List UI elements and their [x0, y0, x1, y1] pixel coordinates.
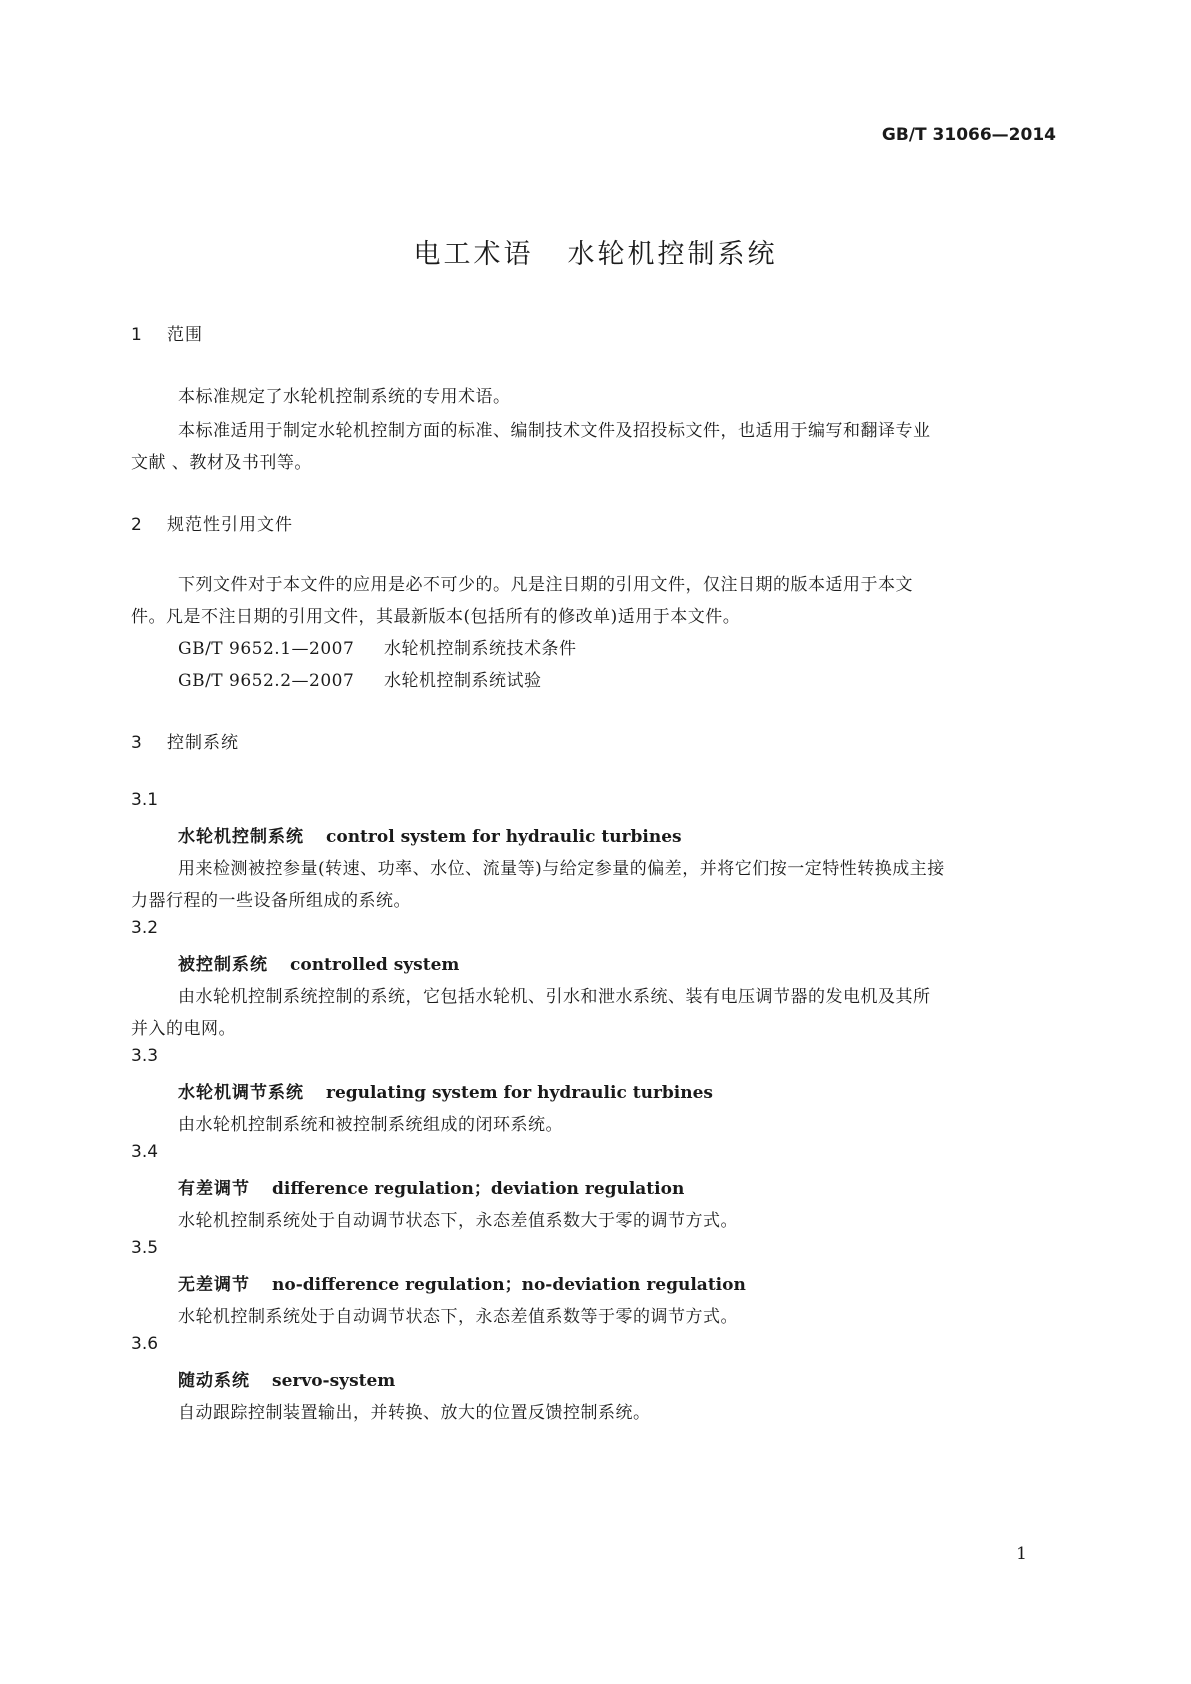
paragraph-continuation: 文献 、教材及书刊等。 [131, 453, 312, 473]
term-entry [178, 1366, 395, 1391]
reference-standard: GB/T 9652.2—2007 [178, 671, 355, 691]
paragraph: 本标准规定了水轮机控制系统的专用术语。 [178, 387, 511, 407]
document-title [0, 232, 1191, 271]
section-heading-normative-references: 2 规范性引用文件 [131, 515, 293, 535]
clause-number: 3.4 [131, 1142, 159, 1162]
definition: 水轮机控制系统处于自动调节状态下，永态差值系数大于零的调节方式。 [178, 1211, 738, 1231]
clause-number: 3.5 [131, 1238, 159, 1258]
clause-number: 3.3 [131, 1046, 159, 1066]
term-en: controlled system [290, 955, 460, 975]
definition: 用来检测被控参量(转速、功率、水位、流量等)与给定参量的偏差，并将它们按一定特性转换成主接 [178, 859, 945, 879]
reference-item [178, 634, 577, 659]
definition: 由水轮机控制系统和被控制系统组成的闭环系统。 [178, 1115, 563, 1135]
title-part-2: 水轮机控制系统 [567, 239, 778, 270]
reference-title: 水轮机控制系统试验 [384, 671, 542, 691]
reference-standard: GB/T 9652.1—2007 [178, 639, 355, 659]
definition: 自动跟踪控制装置输出，并转换、放大的位置反馈控制系统。 [178, 1403, 651, 1423]
term-en: servo-system [272, 1371, 396, 1391]
term-zh: 无差调节 [178, 1275, 250, 1295]
paragraph-continuation: 件。凡是不注日期的引用文件，其最新版本(包括所有的修改单)适用于本文件。 [131, 607, 741, 627]
term-zh: 随动系统 [178, 1371, 250, 1391]
term-zh: 被控制系统 [178, 955, 268, 975]
paragraph: 本标准适用于制定水轮机控制方面的标准、编制技术文件及招投标文件，也适用于编写和翻译专业 [178, 421, 931, 441]
section-heading-control-system: 3 控制系统 [131, 733, 239, 753]
term-en: difference regulation；deviation regulation [272, 1179, 685, 1199]
term-entry [178, 950, 459, 975]
reference-title: 水轮机控制系统技术条件 [384, 639, 577, 659]
section-heading-scope: 1 范围 [131, 325, 203, 345]
term-en: no-difference regulation；no-deviation regulation [272, 1275, 746, 1295]
clause-number: 3.6 [131, 1334, 159, 1354]
term-entry [178, 1078, 713, 1103]
definition: 由水轮机控制系统控制的系统，它包括水轮机、引水和泄水系统、装有电压调节器的发电机及其所 [178, 987, 931, 1007]
term-zh: 水轮机调节系统 [178, 1083, 304, 1103]
term-en: control system for hydraulic turbines [326, 827, 682, 847]
term-en: regulating system for hydraulic turbines [326, 1083, 713, 1103]
standard-code: GB/T 31066—2014 [881, 125, 1056, 145]
clause-number: 3.2 [131, 918, 159, 938]
reference-item [178, 666, 542, 691]
term-entry [178, 1174, 684, 1199]
definition-continuation: 力器行程的一些设备所组成的系统。 [131, 891, 411, 911]
clause-number: 3.1 [131, 790, 159, 810]
definition-continuation: 并入的电网。 [131, 1019, 236, 1039]
paragraph: 下列文件对于本文件的应用是必不可少的。凡是注日期的引用文件，仅注日期的版本适用于本文 [178, 575, 913, 595]
definition: 水轮机控制系统处于自动调节状态下，永态差值系数等于零的调节方式。 [178, 1307, 738, 1327]
page-number: 1 [1016, 1544, 1027, 1564]
term-entry [178, 822, 682, 847]
term-entry [178, 1270, 746, 1295]
title-part-1: 电工术语 [413, 239, 534, 270]
term-zh: 水轮机控制系统 [178, 827, 304, 847]
term-zh: 有差调节 [178, 1179, 250, 1199]
